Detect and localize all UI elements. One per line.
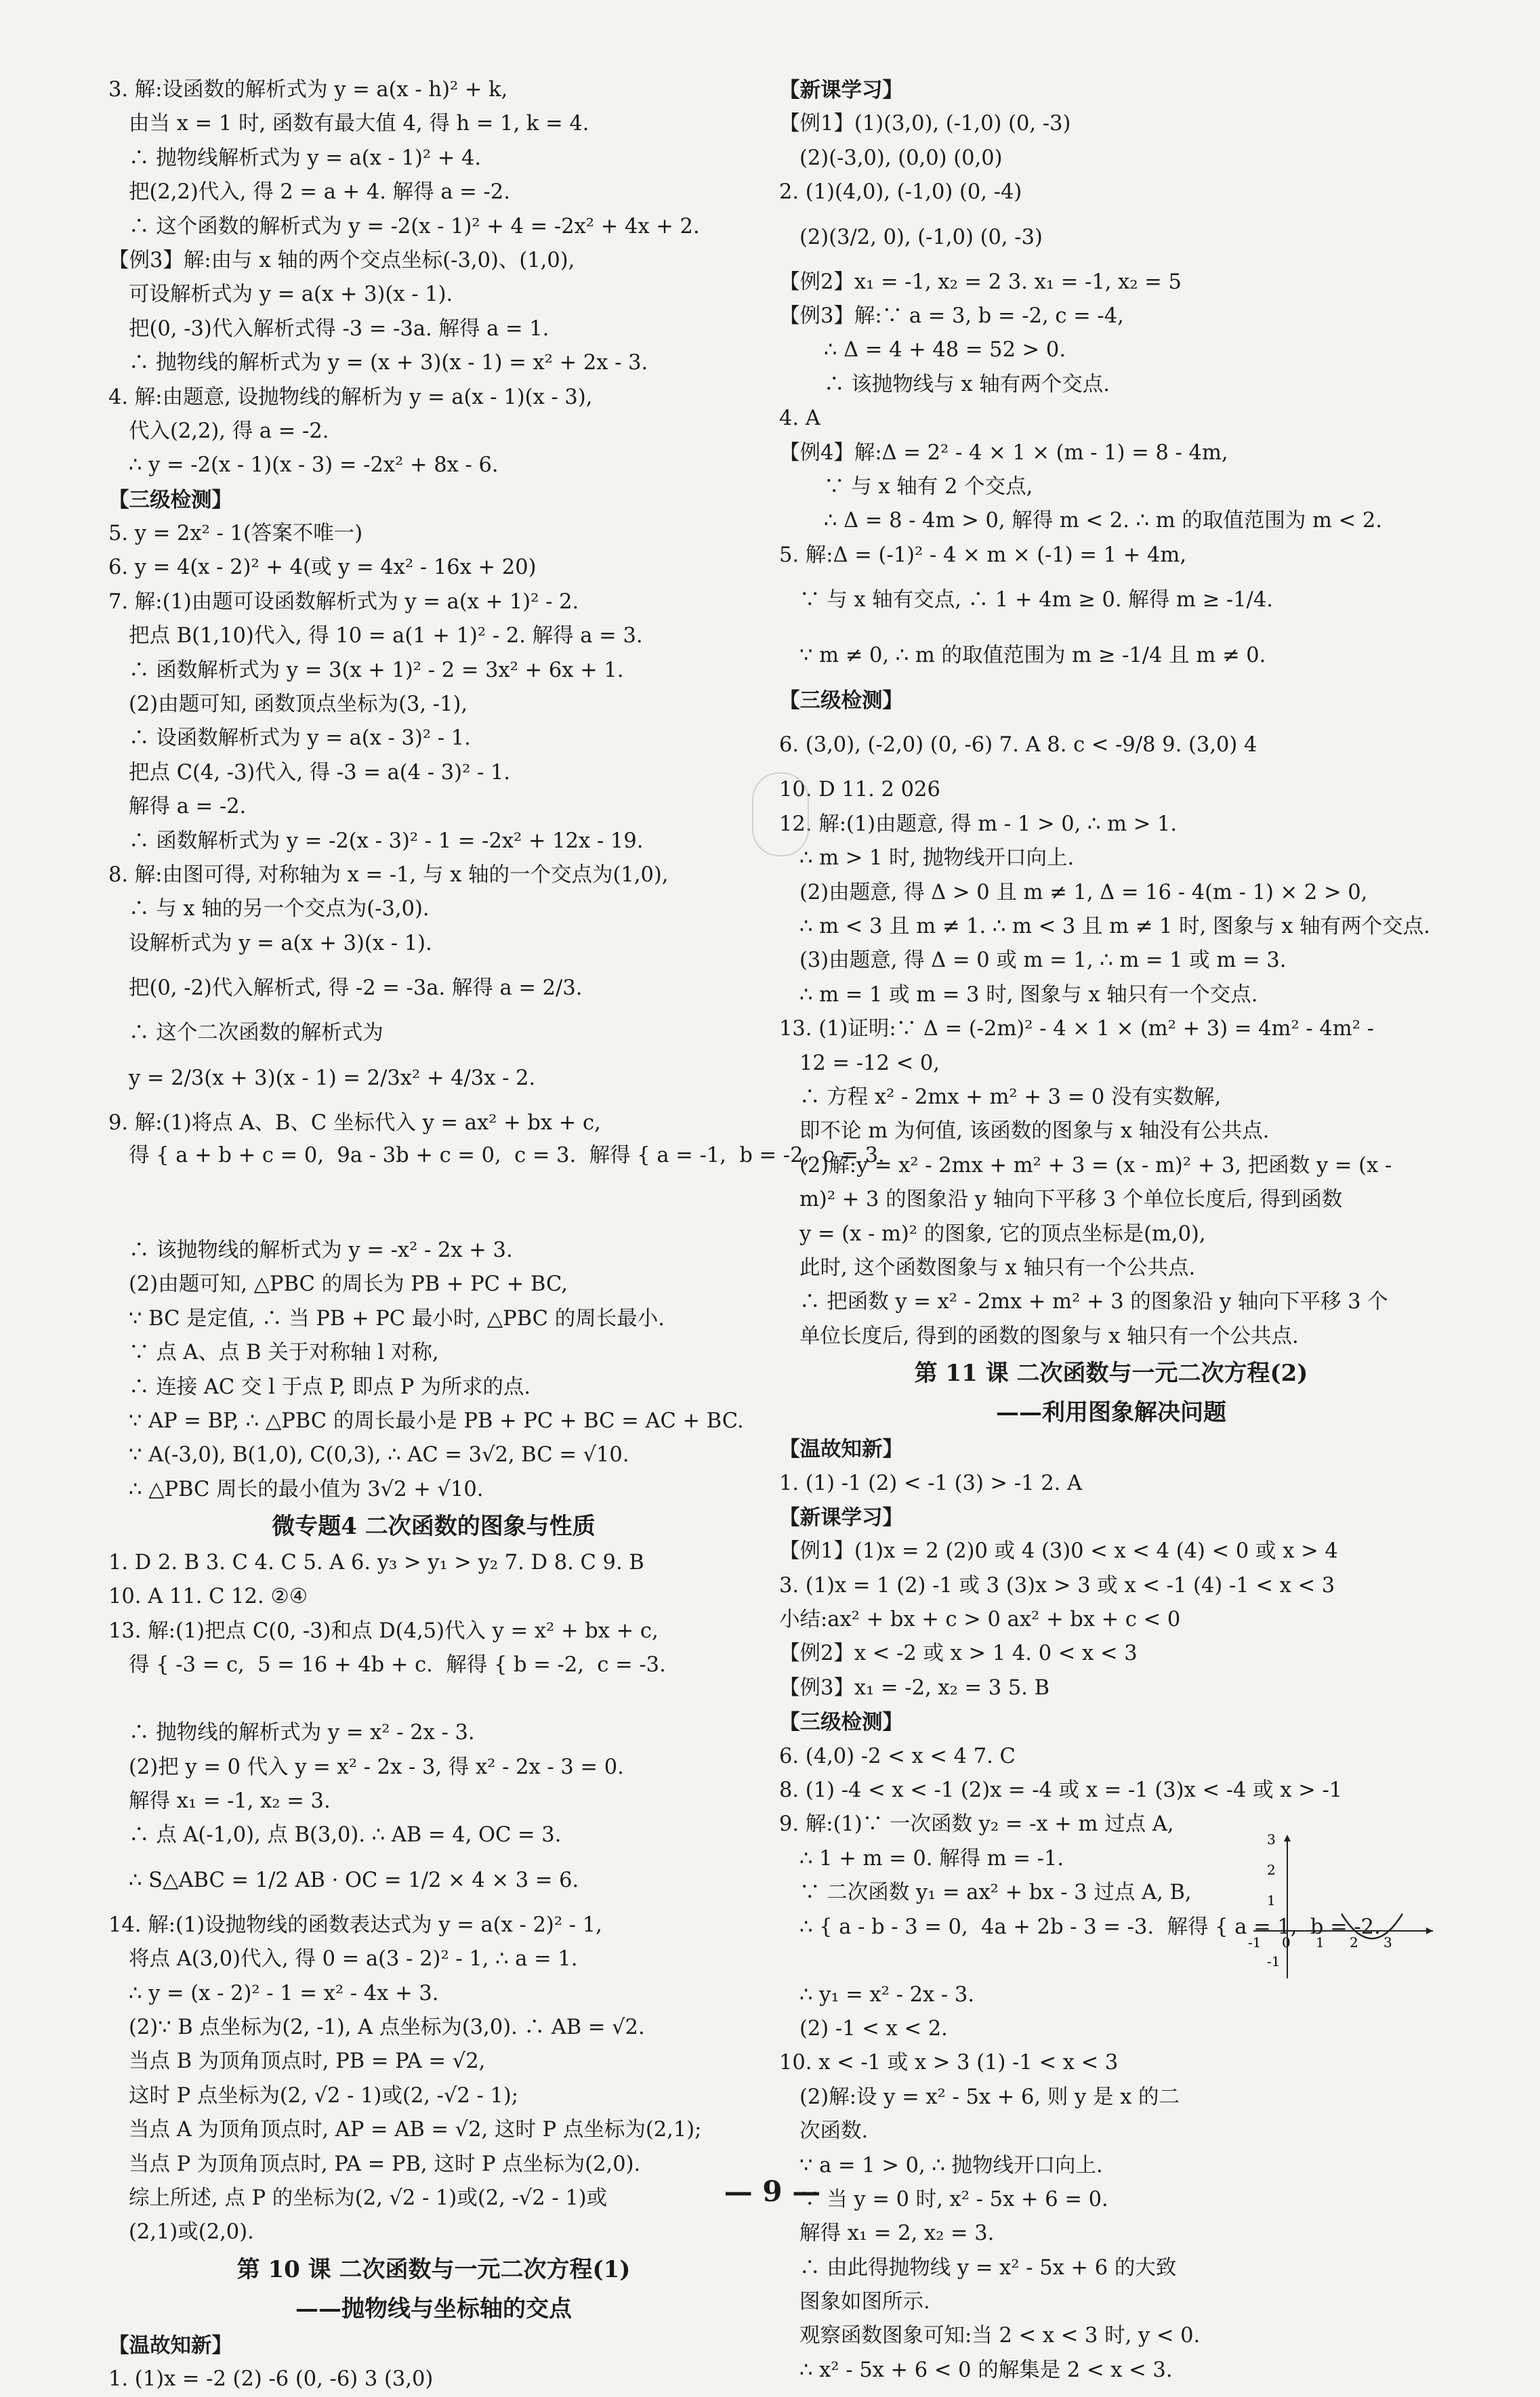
answer-line: ∵ A(-3,0), B(1,0), C(0,3), ∴ AC = 3√2, BC = √10. [129,1443,629,1467]
answer-line: ∴ m = 1 或 m = 3 时, 图象与 x 轴只有一个交点. [799,982,1258,1007]
answer-line: 解得 x₁ = -1, x₂ = 3. [129,1789,331,1814]
answer-line: 当点 A 为顶角顶点时, AP = AB = √2, 这时 P 点坐标为(2,1); [129,2118,702,2142]
answer-line: 9. 解:(1)∵ 一次函数 y₂ = -x + m 过点 A, [779,1812,1174,1837]
answer-line: 小结:ax² + bx + c > 0 ax² + bx + c < 0 [779,1608,1181,1632]
answer-line: ∴ 把函数 y = x² - 2mx + m² + 3 的图象沿 y 轴向下平移 3 个 [799,1290,1388,1314]
answer-line: ∵ 与 x 轴有交点, ∴ 1 + 4m ≥ 0. 解得 m ≥ -1/4. [799,588,1273,612]
answer-line: 9. 解:(1)将点 A、B、C 坐标代入 y = ax² + bx + c, [108,1110,601,1135]
answer-line: 把(0, -3)代入解析式得 -3 = -3a. 解得 a = 1. [129,316,549,341]
answer-line: 得 { -3 = c, 5 = 16 + 4b + c. 解得 { b = -2, c = -3. [129,1653,666,1677]
answer-line: y = (x - m)² 的图象, 它的顶点坐标是(m,0), [799,1222,1206,1246]
answer-line: 【例3】解:∵ a = 3, b = -2, c = -4, [779,304,1124,328]
answer-line: 此时, 这个函数图象与 x 轴只有一个公共点. [799,1255,1196,1280]
answer-line: ∴ 函数解析式为 y = 3(x + 1)² - 2 = 3x² + 6x + 1. [129,658,624,682]
answer-line: ∴ 方程 x² - 2mx + m² + 3 = 0 没有实数解, [799,1085,1222,1109]
answer-line: 2. (1)(4,0), (-1,0) (0, -4) [779,180,1022,205]
answer-line: 次函数. [799,2119,869,2144]
y-tick-label: -1 [1267,1953,1281,1969]
x-tick-label: 1 [1316,1934,1325,1951]
answer-line: ∴ 抛物线的解析式为 y = x² - 2x - 3. [129,1721,475,1745]
stamp-watermark [752,772,809,856]
answer-line: 【例1】(1)x = 2 (2)0 或 4 (3)0 < x < 4 (4) < 0 或 x > 4 [779,1539,1338,1564]
section-label: 【三级检测】 [779,688,903,713]
parabola-graph [1240,1829,1436,1985]
answer-line: ∵ BC 是定值, ∴ 当 PB + PC 最小时, △PBC 的周长最小. [129,1306,665,1331]
answer-line: 10. A 11. C 12. ②④ [108,1585,308,1609]
section-label: 【三级检测】 [779,1710,903,1735]
x-tick-label: 3 [1383,1934,1392,1951]
answer-line: 5. 解:Δ = (-1)² - 4 × m × (-1) = 1 + 4m, [779,543,1187,567]
answer-line: 1. (1)x = -2 (2) -6 (0, -6) 3 (3,0) [108,2367,434,2392]
answer-line: 这时 P 点坐标为(2, √2 - 1)或(2, -√2 - 1); [129,2083,519,2108]
answer-line: (2)由题可知, 函数顶点坐标为(3, -1), [129,692,468,717]
answer-line: 8. 解:由图可得, 对称轴为 x = -1, 与 x 轴的一个交点为(1,0), [108,862,669,887]
answer-line: 当点 B 为顶角顶点时, PB = PA = √2, [129,2049,486,2074]
x-tick-label: -1 [1248,1934,1262,1951]
answer-line: 当点 P 为顶角顶点时, PA = PB, 这时 P 点坐标为(2,0). [129,2152,641,2176]
y-axis-arrow [1284,1835,1291,1841]
answer-line: ∴ 该抛物线的解析式为 y = -x² - 2x + 3. [129,1238,513,1262]
answer-line: ∵ m ≠ 0, ∴ m 的取值范围为 m ≥ -1/4 且 m ≠ 0. [799,644,1266,668]
answer-line: 1. D 2. B 3. C 4. C 5. A 6. y₃ > y₁ > y₂ 7. D 8. C 9. B [108,1551,644,1575]
answer-line: 综上所述, 点 P 的坐标为(2, √2 - 1)或(2, -√2 - 1)或 [129,2186,608,2210]
answer-line: ∴ S△ABC = 1/2 AB · OC = 1/2 × 4 × 3 = 6. [129,1868,579,1892]
answer-line: ∴ { a - b - 3 = 0, 4a + 2b - 3 = -3. 解得 { a = 1, b = -2. [799,1915,1381,1939]
answer-line: ∴ 与 x 轴的另一个交点为(-3,0). [129,897,430,921]
answer-line: ∴ 点 A(-1,0), 点 B(3,0). ∴ AB = 4, OC = 3. [129,1823,562,1848]
answer-line: 可设解析式为 y = a(x + 3)(x - 1). [129,283,453,307]
y-tick-labels [1267,1831,1280,1969]
lesson-subheading: ——抛物线与坐标轴的交点 [295,2295,572,2322]
answer-line: ∴ 这个二次函数的解析式为 [129,1021,383,1045]
answer-line: (3)由题意, 得 Δ = 0 或 m = 1, ∴ m = 1 或 m = 3. [799,949,1287,973]
answer-line: 7. 解:(1)由题可设函数解析式为 y = a(x + 1)² - 2. [108,589,579,614]
section-label: 【新课学习】 [779,78,903,102]
answer-line: 得 { a + b + c = 0, 9a - 3b + c = 0, c = 3. 解得 { a = -1, b = -2, c = 3. [129,1143,885,1167]
answer-line: ∴ y = (x - 2)² - 1 = x² - 4x + 3. [129,1981,439,2005]
answer-line: ∴ 该抛物线与 x 轴有两个交点. [824,372,1110,396]
answer-line: 4. A [779,407,820,431]
answer-line: (2)由题可知, △PBC 的周长为 PB + PC + BC, [129,1272,568,1297]
answer-line: (2)解:设 y = x² - 5x + 6, 则 y 是 x 的二 [799,2085,1180,2109]
answer-line: ∵ 点 A、点 B 关于对称轴 l 对称, [129,1341,439,1365]
answer-line: 解得 a = -2. [129,795,247,819]
answer-line: 13. 解:(1)把点 C(0, -3)和点 D(4,5)代入 y = x² + bx + c, [108,1619,659,1643]
lesson-heading: 第 11 课 二次函数与一元二次方程(2) [914,1360,1308,1388]
answer-line: ∴ Δ = 8 - 4m > 0, 解得 m < 2. ∴ m 的取值范围为 m < 2. [824,509,1382,533]
answer-line: 即不论 m 为何值, 该函数的图象与 x 轴没有公共点. [799,1119,1270,1144]
answer-line: 将点 A(3,0)代入, 得 0 = a(3 - 2)² - 1, ∴ a = 1. [129,1947,578,1972]
answer-line: ∵ a = 1 > 0, ∴ 抛物线开口向上. [799,2153,1103,2177]
x-tick-labels [1248,1934,1392,1951]
answer-line: 6. y = 4(x - 2)² + 4(或 y = 4x² - 16x + 20) [108,556,537,580]
lesson-heading: 微专题4 二次函数的图象与性质 [272,1513,596,1541]
answer-line: 1. (1) -1 (2) < -1 (3) > -1 2. A [779,1471,1083,1495]
answer-line: (2) -1 < x < 2. [799,2016,948,2041]
lesson-heading: 第 10 课 二次函数与一元二次方程(1) [236,2255,631,2283]
answer-line: 单位长度后, 得到的函数的图象与 x 轴只有一个公共点. [799,1324,1299,1348]
answer-line: ∴ 这个函数的解析式为 y = -2(x - 1)² + 4 = -2x² + 4x + 2. [129,214,700,238]
answer-line: 【例2】x₁ = -1, x₂ = 2 3. x₁ = -1, x₂ = 5 [779,270,1182,294]
answer-line: 3. 解:设函数的解析式为 y = a(x - h)² + k, [108,78,508,102]
answer-line: 【例1】(1)(3,0), (-1,0) (0, -3) [779,112,1071,136]
x-tick-label: 0 [1282,1934,1291,1951]
answer-line: ∴ 函数解析式为 y = -2(x - 3)² - 1 = -2x² + 12x - 19. [129,829,644,853]
answer-line: ∴ △PBC 周长的最小值为 3√2 + √10. [129,1477,484,1501]
answer-line: 把(0, -2)代入解析式, 得 -2 = -3a. 解得 a = 2/3. [129,976,583,1001]
answer-line: 8. (1) -4 < x < -1 (2)x = -4 或 x = -1 (3)x < -4 或 x > -1 [779,1778,1343,1803]
answer-line: 6. (3,0), (-2,0) (0, -6) 7. A 8. c < -9/8 9. (3,0) 4 [779,733,1257,757]
answer-line: 图象如图所示. [799,2290,930,2314]
answer-line: 14. 解:(1)设抛物线的函数表达式为 y = a(x - 2)² - 1, [108,1913,602,1937]
answer-line: (2)把 y = 0 代入 y = x² - 2x - 3, 得 x² - 2x - 3 = 0. [129,1755,624,1779]
answer-line: 代入(2,2), 得 a = -2. [129,419,329,443]
answer-line: 5. y = 2x² - 1(答案不唯一) [108,522,363,546]
section-label: 【温故知新】 [779,1437,903,1462]
answer-line: ∵ AP = BP, ∴ △PBC 的周长最小是 PB + PC + BC = AC + BC. [129,1409,744,1433]
answer-line: 把(2,2)代入, 得 2 = a + 4. 解得 a = -2. [129,180,510,205]
answer-line: ∴ y₁ = x² - 2x - 3. [799,1982,975,2007]
answer-line: 4. 解:由题意, 设抛物线的解析为 y = a(x - 1)(x - 3), [108,385,593,409]
answer-line: 观察函数图象可知:当 2 < x < 3 时, y < 0. [799,2324,1201,2348]
answer-line: (2)解:y = x² - 2mx + m² + 3 = (x - m)² + 3, 把函数 y = (x - [799,1153,1392,1177]
answer-line: (2,1)或(2,0). [129,2220,254,2245]
answer-line: (2)由题意, 得 Δ > 0 且 m ≠ 1, Δ = 16 - 4(m - 1) × 2 > 0, [799,880,1368,904]
answer-line: (2)(-3,0), (0,0) (0,0) [799,146,1003,170]
answer-line: 【例4】解:Δ = 2² - 4 × 1 × (m - 1) = 8 - 4m, [779,440,1228,465]
answer-line: ∵ 当 y = 0 时, x² - 5x + 6 = 0. [799,2187,1108,2211]
y-tick-label: 2 [1267,1862,1276,1878]
answer-line: ∴ 设函数解析式为 y = a(x - 3)² - 1. [129,726,471,751]
answer-line: 设解析式为 y = a(x + 3)(x - 1). [129,931,432,955]
section-label: 【新课学习】 [779,1505,903,1530]
lesson-subheading: ——利用图象解决问题 [996,1399,1226,1427]
answer-line: 13. (1)证明:∵ Δ = (-2m)² - 4 × 1 × (m² + 3) = 4m² - 4m² - [779,1017,1374,1041]
page-number: — 9 — [724,2175,821,2208]
answer-line: ∴ m > 1 时, 抛物线开口向上. [799,846,1075,871]
section-label: 【温故知新】 [108,2333,232,2358]
answer-line: 【例3】x₁ = -2, x₂ = 3 5. B [779,1675,1050,1700]
answer-line: ∴ 抛物线解析式为 y = a(x - 1)² + 4. [129,146,482,170]
y-tick-label: 1 [1267,1892,1276,1909]
y-tick-label: 3 [1267,1831,1276,1848]
answer-line: ∴ y = -2(x - 1)(x - 3) = -2x² + 8x - 6. [129,453,499,478]
answer-line: 10. D 11. 2 026 [779,778,940,802]
answer-line: 解得 x₁ = 2, x₂ = 3. [799,2222,995,2246]
right-column [779,73,1443,2388]
answer-line: ∴ x² - 5x + 6 < 0 的解集是 2 < x < 3. [799,2358,1173,2382]
answer-line: ∴ 由此得抛物线 y = x² - 5x + 6 的大致 [799,2255,1177,2280]
answer-line: ∴ 抛物线的解析式为 y = (x + 3)(x - 1) = x² + 2x - 3. [129,351,648,375]
answer-line: ∵ 二次函数 y₁ = ax² + bx - 3 过点 A, B, [799,1881,1192,1905]
answer-line: 【例2】x < -2 或 x > 1 4. 0 < x < 3 [779,1642,1138,1666]
answer-line: 10. x < -1 或 x > 3 (1) -1 < x < 3 [779,2051,1119,2075]
answer-line: ∴ Δ = 4 + 48 = 52 > 0. [824,338,1066,362]
answer-line: y = 2/3(x + 3)(x - 1) = 2/3x² + 4/3x - 2. [129,1066,536,1090]
answer-line: 把点 C(4, -3)代入, 得 -3 = a(4 - 3)² - 1. [129,760,511,785]
answer-line: ∵ 与 x 轴有 2 个交点, [824,474,1033,499]
answer-line: 把点 B(1,10)代入, 得 10 = a(1 + 1)² - 2. 解得 a = 3. [129,624,643,648]
answer-line: 12. 解:(1)由题意, 得 m - 1 > 0, ∴ m > 1. [779,812,1178,836]
answer-line: 3. (1)x = 1 (2) -1 或 3 (3)x > 3 或 x < -1 (4) -1 < x < 3 [779,1573,1335,1598]
answer-line: m)² + 3 的图象沿 y 轴向下平移 3 个单位长度后, 得到函数 [799,1188,1343,1212]
answer-line: (2)(3/2, 0), (-1,0) (0, -3) [799,225,1043,249]
answer-line: ∴ 连接 AC 交 l 于点 P, 即点 P 为所求的点. [129,1375,531,1399]
answer-line: 6. (4,0) -2 < x < 4 7. C [779,1744,1016,1768]
answer-line: 由当 x = 1 时, 函数有最大值 4, 得 h = 1, k = 4. [129,112,589,136]
answer-line: (2)∵ B 点坐标为(2, -1), A 点坐标为(3,0). ∴ AB = √2. [129,2015,645,2039]
x-tick-label: 2 [1350,1934,1358,1951]
x-axis-arrow [1426,1927,1433,1934]
answer-line: ∴ 1 + m = 0. 解得 m = -1. [799,1846,1064,1871]
answer-line: 【例3】解:由与 x 轴的两个交点坐标(-3,0)、(1,0), [108,248,575,272]
section-label: 【三级检测】 [108,487,232,512]
answer-line: ∴ m < 3 且 m ≠ 1. ∴ m < 3 且 m ≠ 1 时, 图象与 x 轴有两个交点. [799,915,1430,939]
answer-line: 12 = -12 < 0, [799,1051,940,1075]
